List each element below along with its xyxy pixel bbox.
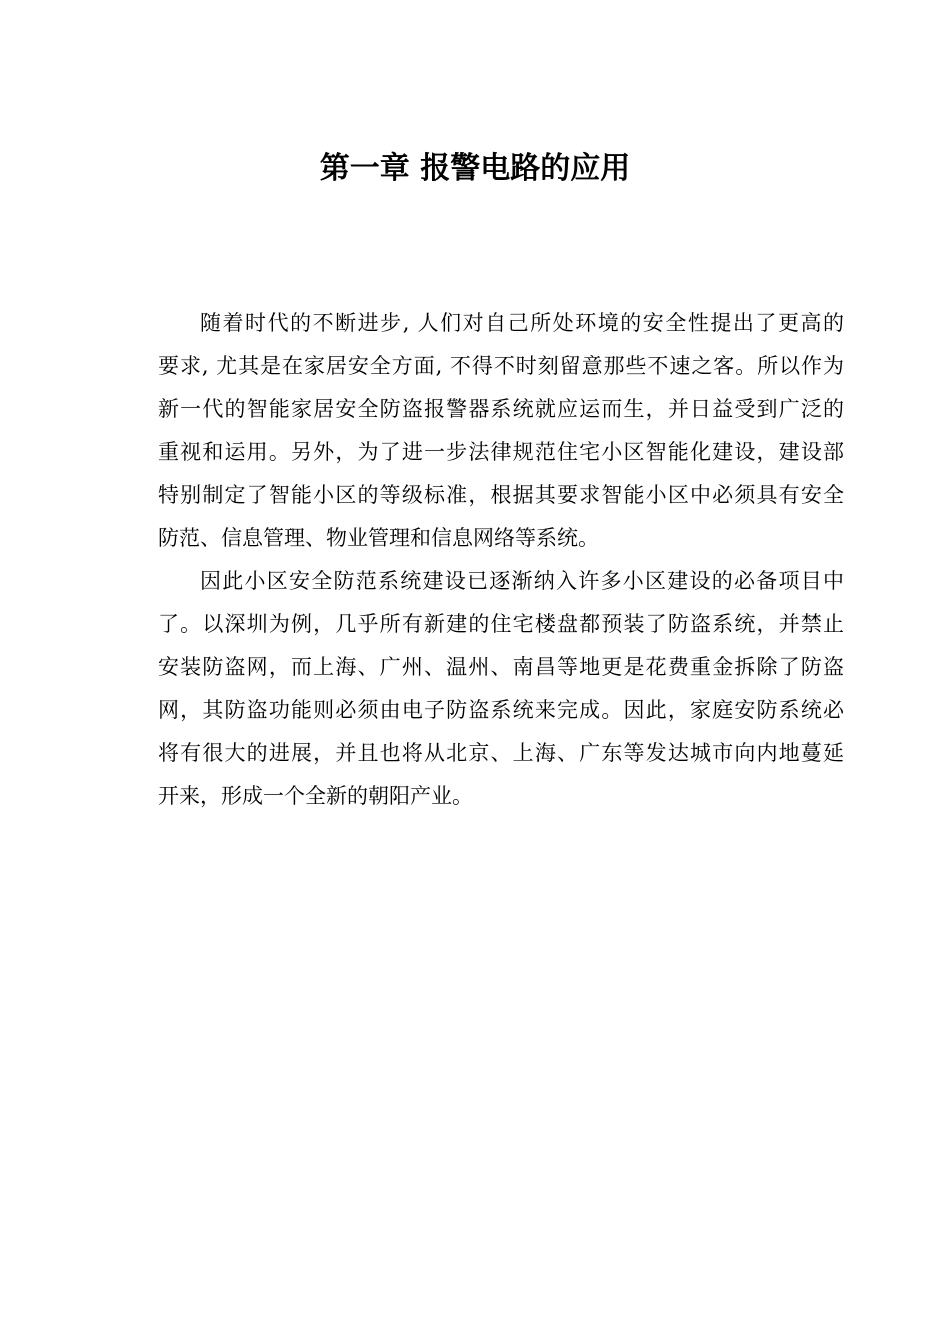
- paragraph-line: 新一代的智能家居安全防盗报警器系统就应运而生，并日益受到广泛的: [158, 397, 844, 421]
- chapter-title: 第一章 报警电路的应用: [319, 151, 631, 186]
- paragraph-line: 安装防盗网，而上海、广州、温州、南昌等地更是花费重金拆除了防盗: [158, 655, 844, 679]
- paragraph-1: [158, 302, 844, 560]
- paragraph-line: 了。以深圳为例，几乎所有新建的住宅楼盘都预装了防盗系统，并禁止: [158, 612, 844, 636]
- paragraph-line: 重视和运用。另外，为了进一步法律规范住宅小区智能化建设，建设部: [158, 440, 844, 464]
- paragraph-line: 将有很大的进展，并且也将从北京、上海、广东等发达城市向内地蔓延: [158, 741, 844, 765]
- paragraph-2: [158, 560, 844, 818]
- paragraph-line: 特别制定了智能小区的等级标准，根据其要求智能小区中必须具有安全: [158, 483, 844, 507]
- paragraph-line: 防范、信息管理、物业管理和信息网络等系统。: [158, 526, 599, 550]
- paragraph-line: 随着时代的不断进步, 人们对自己所处环境的安全性提出了更高的: [200, 311, 844, 335]
- paragraph-line: 因此小区安全防范系统建设已逐渐纳入许多小区建设的必备项目中: [200, 569, 844, 593]
- body-text: [158, 302, 844, 818]
- paragraph-line: 网，其防盗功能则必须由电子防盗系统来完成。因此，家庭安防系统必: [158, 698, 844, 722]
- paragraph-line: 要求, 尤其是在家居安全方面, 不得不时刻留意那些不速之客。所以作为: [158, 354, 844, 378]
- paragraph-line: 开来，形成一个全新的朝阳产业。: [158, 784, 473, 808]
